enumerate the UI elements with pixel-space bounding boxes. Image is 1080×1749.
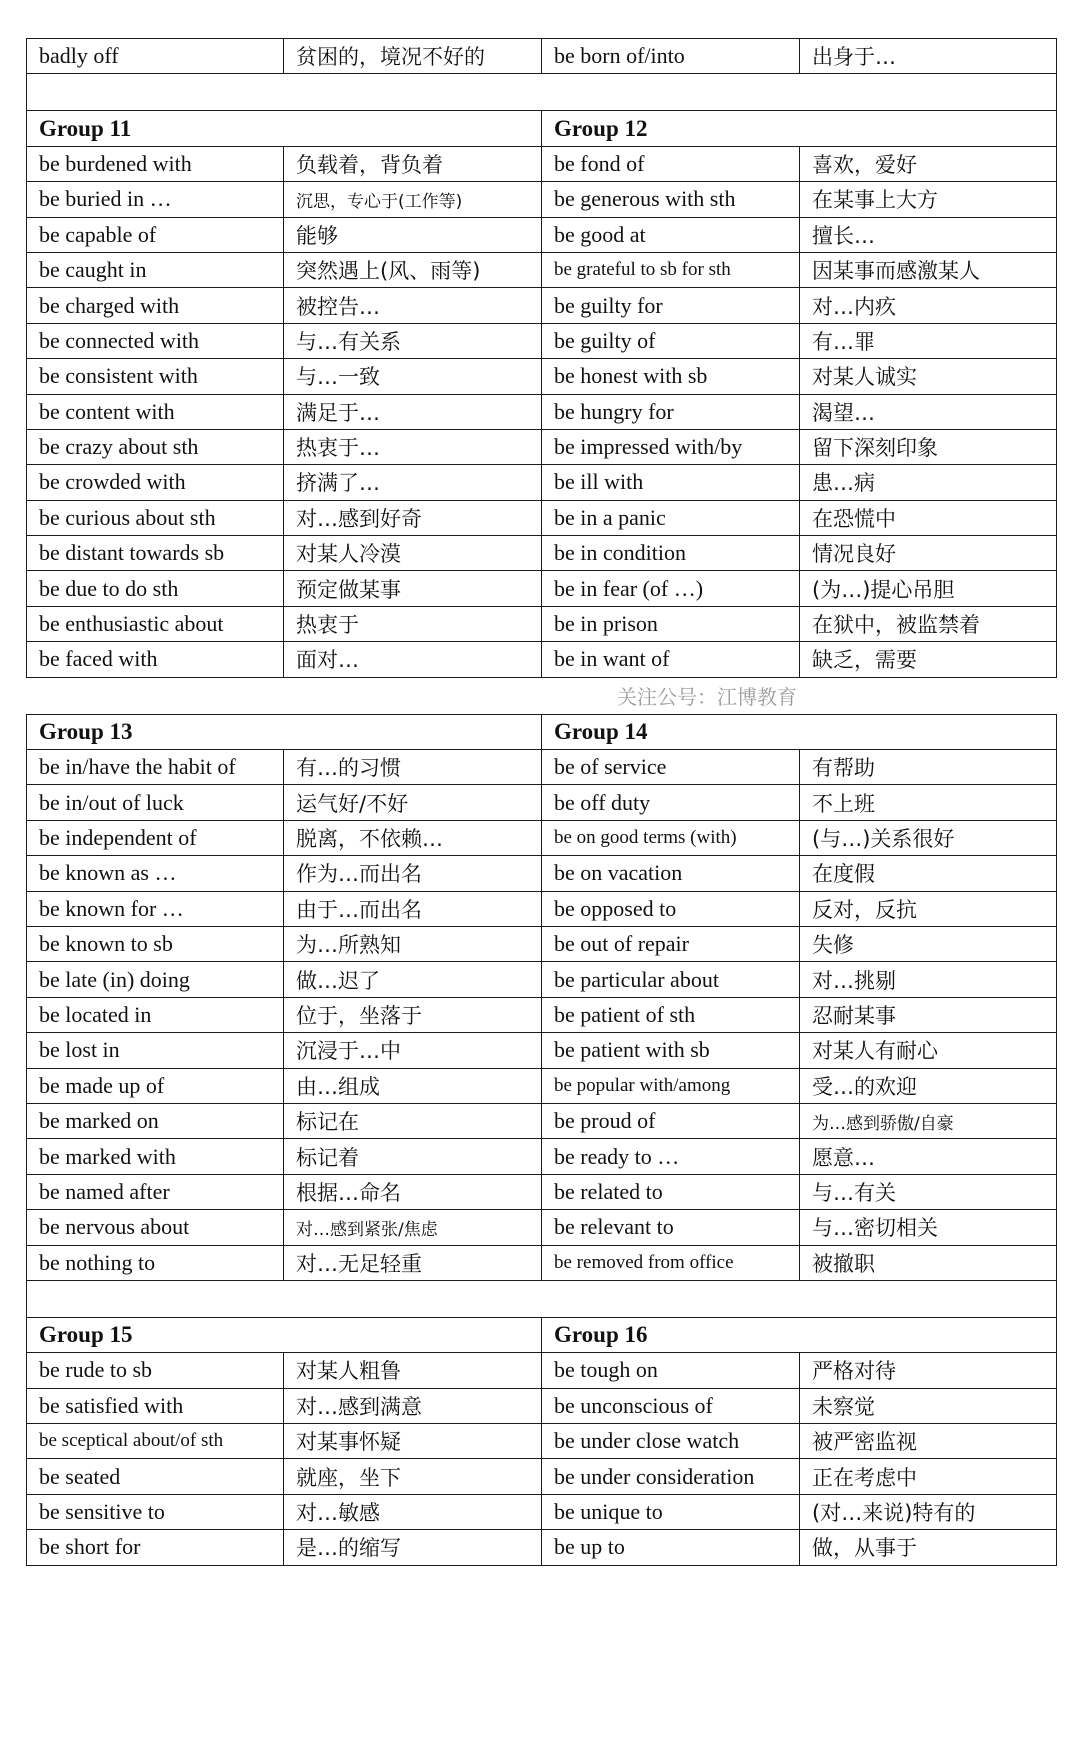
phrase-en: be in want of xyxy=(542,642,800,677)
table-row xyxy=(27,606,1057,641)
phrase-en: be fond of xyxy=(542,146,800,181)
watermark-cell xyxy=(27,677,1057,714)
phrase-en: be marked with xyxy=(27,1139,284,1174)
spacer-cell xyxy=(27,74,1057,111)
phrase-en: be generous with sth xyxy=(542,182,800,217)
table-row xyxy=(27,1210,1057,1245)
table-row xyxy=(27,1424,1057,1459)
phrase-zh: 严格对待 xyxy=(800,1353,1057,1388)
phrase-zh: 热衷于… xyxy=(284,429,542,464)
phrase-zh: 被严密监视 xyxy=(800,1424,1057,1459)
phrase-zh: 受…的欢迎 xyxy=(800,1068,1057,1103)
phrase-zh: 情况良好 xyxy=(800,536,1057,571)
phrase-zh: 由于…而出名 xyxy=(284,891,542,926)
table-row xyxy=(27,536,1057,571)
phrase-zh: 位于，坐落于 xyxy=(284,997,542,1032)
phrase-en: be marked on xyxy=(27,1103,284,1138)
phrase-en: be under consideration xyxy=(542,1459,800,1494)
phrase-zh: 对…挑剔 xyxy=(800,962,1057,997)
phrase-zh: 留下深刻印象 xyxy=(800,429,1057,464)
phrase-zh: 被撤职 xyxy=(800,1245,1057,1280)
group-title: Group 12 xyxy=(542,111,1057,146)
phrase-en: be in a panic xyxy=(542,500,800,535)
phrase-zh: 对某事怀疑 xyxy=(284,1424,542,1459)
group-title: Group 11 xyxy=(27,111,542,146)
phrase-zh: 有帮助 xyxy=(800,750,1057,785)
phrase-zh: 沉浸于…中 xyxy=(284,1033,542,1068)
table-row xyxy=(27,429,1057,464)
phrase-en: be rude to sb xyxy=(27,1353,284,1388)
phrase-en: be in/have the habit of xyxy=(27,750,284,785)
phrase-en: be capable of xyxy=(27,217,284,252)
phrase-en: be located in xyxy=(27,997,284,1032)
group-title: Group 16 xyxy=(542,1317,1057,1352)
phrase-en: be grateful to sb for sth xyxy=(542,252,800,287)
phrase-zh: 在度假 xyxy=(800,856,1057,891)
phrase-en: be related to xyxy=(542,1174,800,1209)
table-row xyxy=(27,1139,1057,1174)
phrase-zh: 正在考虑中 xyxy=(800,1459,1057,1494)
phrase-en: be consistent with xyxy=(27,359,284,394)
phrase-zh: 失修 xyxy=(800,926,1057,961)
phrase-zh: 做，从事于 xyxy=(800,1530,1057,1565)
phrase-en: be lost in xyxy=(27,1033,284,1068)
phrase-zh: 对…感到满意 xyxy=(284,1388,542,1423)
phrase-zh: 能够 xyxy=(284,217,542,252)
phrase-zh: 做…迟了 xyxy=(284,962,542,997)
phrase-en: be content with xyxy=(27,394,284,429)
phrase-en: be made up of xyxy=(27,1068,284,1103)
table-row xyxy=(27,252,1057,287)
table-row xyxy=(27,1459,1057,1494)
phrase-en: be on good terms (with) xyxy=(542,820,800,855)
phrase-en: be short for xyxy=(27,1530,284,1565)
table-row xyxy=(27,182,1057,217)
phrase-en: be satisfied with xyxy=(27,1388,284,1423)
phrase-en: be tough on xyxy=(542,1353,800,1388)
table-row xyxy=(27,1530,1057,1565)
phrase-zh: 满足于… xyxy=(284,394,542,429)
phrase-en: be up to xyxy=(542,1530,800,1565)
table-row xyxy=(27,1103,1057,1138)
phrase-en: be faced with xyxy=(27,642,284,677)
phrase-zh: 患…病 xyxy=(800,465,1057,500)
phrase-zh: 对…感到紧张/焦虑 xyxy=(284,1210,542,1245)
phrase-en: be crazy about sth xyxy=(27,429,284,464)
vocabulary-sheet xyxy=(26,38,1056,1566)
phrase-en: be guilty of xyxy=(542,323,800,358)
phrase-en: be distant towards sb xyxy=(27,536,284,571)
phrase-en: be crowded with xyxy=(27,465,284,500)
phrase-en: be ill with xyxy=(542,465,800,500)
phrase-zh: 标记在 xyxy=(284,1103,542,1138)
phrase-zh: 面对… xyxy=(284,642,542,677)
phrase-zh: 标记着 xyxy=(284,1139,542,1174)
table-row xyxy=(27,750,1057,785)
group-header-row xyxy=(27,1317,1057,1352)
phrase-en: be good at xyxy=(542,217,800,252)
phrase-zh: 突然遇上(风、雨等) xyxy=(284,252,542,287)
watermark-text: 关注公号：江博教育 xyxy=(611,681,803,710)
phrase-zh: 与…有关 xyxy=(800,1174,1057,1209)
phrase-en: be charged with xyxy=(27,288,284,323)
phrase-en: be guilty for xyxy=(542,288,800,323)
phrase-zh: 擅长… xyxy=(800,217,1057,252)
table-row xyxy=(27,359,1057,394)
table-row xyxy=(27,146,1057,181)
phrase-en: be named after xyxy=(27,1174,284,1209)
table-row xyxy=(27,39,1057,74)
spacer-row xyxy=(27,74,1057,111)
phrase-table xyxy=(26,38,1057,1566)
phrase-zh: 对…感到好奇 xyxy=(284,500,542,535)
table-row xyxy=(27,1494,1057,1529)
phrase-zh: 忍耐某事 xyxy=(800,997,1057,1032)
table-row xyxy=(27,288,1057,323)
table-row xyxy=(27,1353,1057,1388)
phrase-en: be of service xyxy=(542,750,800,785)
phrase-en: be proud of xyxy=(542,1103,800,1138)
phrase-zh: 反对，反抗 xyxy=(800,891,1057,926)
phrase-en: be off duty xyxy=(542,785,800,820)
table-row xyxy=(27,465,1057,500)
phrase-en: be honest with sb xyxy=(542,359,800,394)
phrase-zh: 喜欢，爱好 xyxy=(800,146,1057,181)
phrase-zh: 有…罪 xyxy=(800,323,1057,358)
phrase-en: be patient with sb xyxy=(542,1033,800,1068)
table-row xyxy=(27,997,1057,1032)
phrase-zh: (对…来说)特有的 xyxy=(800,1494,1057,1529)
phrase-zh: 因某事而感激某人 xyxy=(800,252,1057,287)
phrase-zh: 与…有关系 xyxy=(284,323,542,358)
phrase-zh: 在某事上大方 xyxy=(800,182,1057,217)
phrase-en: be ready to … xyxy=(542,1139,800,1174)
group-title: Group 13 xyxy=(27,714,542,749)
phrase-en: badly off xyxy=(27,39,284,74)
group-title: Group 14 xyxy=(542,714,1057,749)
phrase-zh: 沉思，专心于(工作等) xyxy=(284,182,542,217)
table-row xyxy=(27,1388,1057,1423)
phrase-en: be popular with/among xyxy=(542,1068,800,1103)
phrase-zh: 在狱中，被监禁着 xyxy=(800,606,1057,641)
phrase-en: be nothing to xyxy=(27,1245,284,1280)
table-row xyxy=(27,1174,1057,1209)
phrase-en: be hungry for xyxy=(542,394,800,429)
phrase-en: be born of/into xyxy=(542,39,800,74)
phrase-zh: 对某人有耐心 xyxy=(800,1033,1057,1068)
phrase-zh: 与…一致 xyxy=(284,359,542,394)
phrase-en: be in/out of luck xyxy=(27,785,284,820)
phrase-zh: 不上班 xyxy=(800,785,1057,820)
phrase-zh: 运气好/不好 xyxy=(284,785,542,820)
phrase-zh: 挤满了… xyxy=(284,465,542,500)
phrase-en: be known as … xyxy=(27,856,284,891)
phrase-zh: 贫困的，境况不好的 xyxy=(284,39,542,74)
phrase-en: be particular about xyxy=(542,962,800,997)
phrase-zh: 未察觉 xyxy=(800,1388,1057,1423)
table-row xyxy=(27,820,1057,855)
phrase-en: be sceptical about/of sth xyxy=(27,1424,284,1459)
phrase-en: be in fear (of …) xyxy=(542,571,800,606)
phrase-zh: 出身于… xyxy=(800,39,1057,74)
phrase-en: be out of repair xyxy=(542,926,800,961)
phrase-zh: 热衷于 xyxy=(284,606,542,641)
table-row xyxy=(27,962,1057,997)
phrase-zh: 对某人粗鲁 xyxy=(284,1353,542,1388)
table-row xyxy=(27,1245,1057,1280)
phrase-en: be patient of sth xyxy=(542,997,800,1032)
phrase-en: be unconscious of xyxy=(542,1388,800,1423)
table-row xyxy=(27,891,1057,926)
phrase-en: be on vacation xyxy=(542,856,800,891)
table-row xyxy=(27,500,1057,535)
phrase-en: be removed from office xyxy=(542,1245,800,1280)
phrase-en: be opposed to xyxy=(542,891,800,926)
phrase-en: be relevant to xyxy=(542,1210,800,1245)
phrase-en: be in condition xyxy=(542,536,800,571)
phrase-en: be enthusiastic about xyxy=(27,606,284,641)
spacer-cell xyxy=(27,1280,1057,1317)
phrase-zh: 负载着，背负着 xyxy=(284,146,542,181)
phrase-zh: 对…内疚 xyxy=(800,288,1057,323)
phrase-zh: 为…感到骄傲/自豪 xyxy=(800,1103,1057,1138)
phrase-en: be unique to xyxy=(542,1494,800,1529)
phrase-en: be burdened with xyxy=(27,146,284,181)
phrase-en: be buried in … xyxy=(27,182,284,217)
table-row xyxy=(27,217,1057,252)
phrase-zh: 是…的缩写 xyxy=(284,1530,542,1565)
table-row xyxy=(27,926,1057,961)
table-row xyxy=(27,785,1057,820)
group-header-row xyxy=(27,714,1057,749)
spacer-row xyxy=(27,1280,1057,1317)
phrase-zh: 对…敏感 xyxy=(284,1494,542,1529)
phrase-en: be known for … xyxy=(27,891,284,926)
table-row xyxy=(27,856,1057,891)
table-row xyxy=(27,642,1057,677)
group-title: Group 15 xyxy=(27,1317,542,1352)
phrase-zh: 对某人冷漠 xyxy=(284,536,542,571)
phrase-zh: 根据…命名 xyxy=(284,1174,542,1209)
phrase-zh: 愿意… xyxy=(800,1139,1057,1174)
group-header-row xyxy=(27,111,1057,146)
phrase-en: be seated xyxy=(27,1459,284,1494)
phrase-zh: (为…)提心吊胆 xyxy=(800,571,1057,606)
phrase-zh: 在恐慌中 xyxy=(800,500,1057,535)
phrase-en: be curious about sth xyxy=(27,500,284,535)
phrase-zh: 有…的习惯 xyxy=(284,750,542,785)
phrase-en: be due to do sth xyxy=(27,571,284,606)
phrase-zh: 作为…而出名 xyxy=(284,856,542,891)
phrase-en: be nervous about xyxy=(27,1210,284,1245)
phrase-en: be impressed with/by xyxy=(542,429,800,464)
phrase-en: be under close watch xyxy=(542,1424,800,1459)
phrase-en: be caught in xyxy=(27,252,284,287)
watermark-row xyxy=(27,677,1057,714)
phrase-zh: 预定做某事 xyxy=(284,571,542,606)
table-row xyxy=(27,1068,1057,1103)
table-row xyxy=(27,323,1057,358)
phrase-zh: 脱离，不依赖… xyxy=(284,820,542,855)
phrase-en: be sensitive to xyxy=(27,1494,284,1529)
phrase-zh: 为…所熟知 xyxy=(284,926,542,961)
table-row xyxy=(27,571,1057,606)
table-row xyxy=(27,1033,1057,1068)
phrase-zh: 就座，坐下 xyxy=(284,1459,542,1494)
phrase-zh: 被控告… xyxy=(284,288,542,323)
phrase-en: be connected with xyxy=(27,323,284,358)
phrase-zh: 与…密切相关 xyxy=(800,1210,1057,1245)
phrase-zh: 渴望… xyxy=(800,394,1057,429)
table-row xyxy=(27,394,1057,429)
phrase-en: be independent of xyxy=(27,820,284,855)
phrase-zh: 由…组成 xyxy=(284,1068,542,1103)
phrase-zh: 对某人诚实 xyxy=(800,359,1057,394)
phrase-en: be in prison xyxy=(542,606,800,641)
phrase-zh: 对…无足轻重 xyxy=(284,1245,542,1280)
phrase-zh: (与…)关系很好 xyxy=(800,820,1057,855)
phrase-zh: 缺乏，需要 xyxy=(800,642,1057,677)
phrase-en: be known to sb xyxy=(27,926,284,961)
phrase-en: be late (in) doing xyxy=(27,962,284,997)
